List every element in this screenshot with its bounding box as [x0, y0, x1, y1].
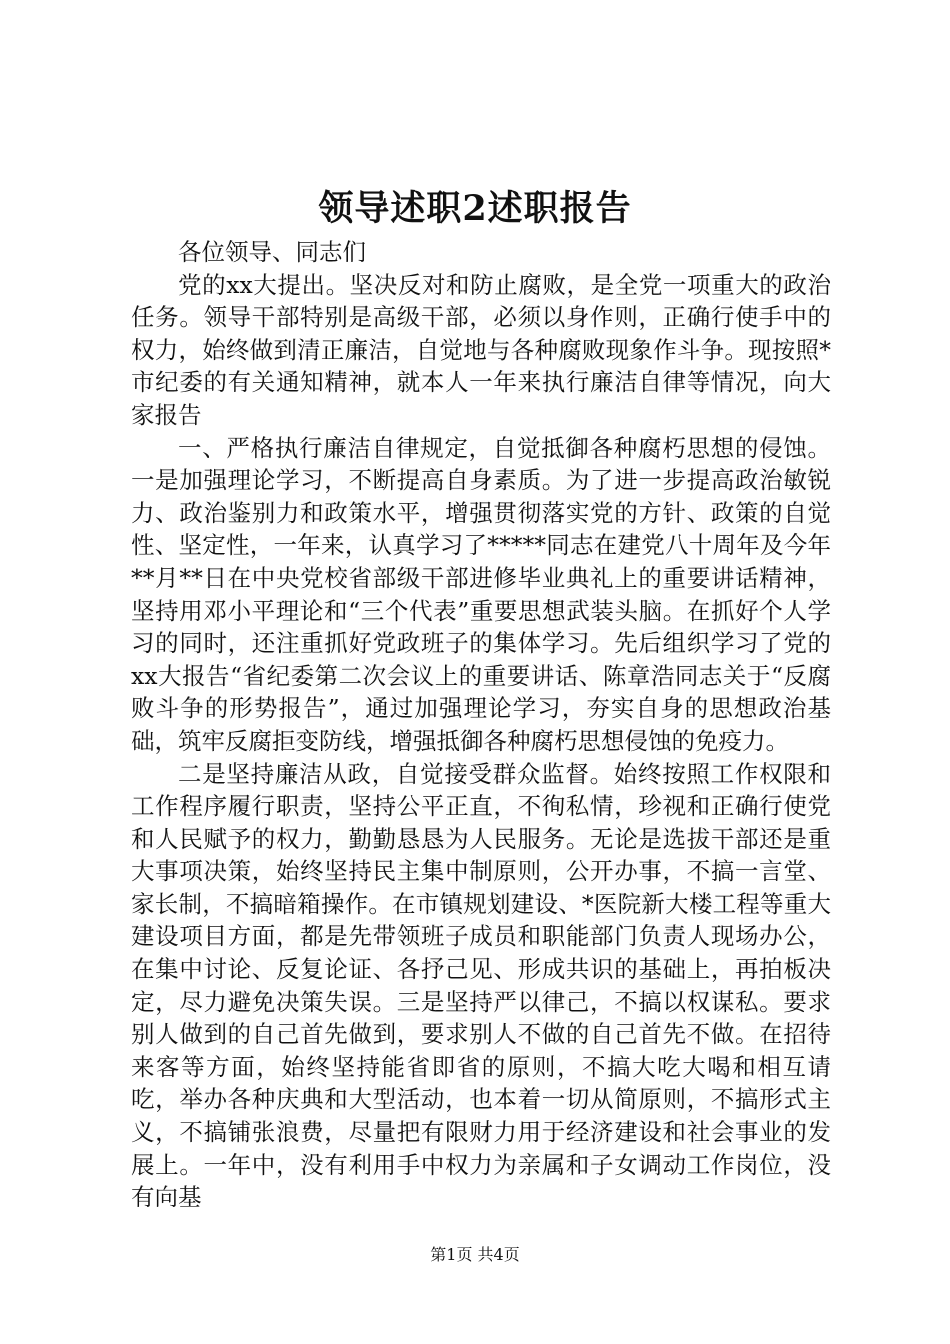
- greeting-line: 各位领导、同志们: [178, 238, 366, 266]
- paragraph-section-two: 二是坚持廉洁从政，自觉接受群众监督。始终按照工作权限和工作程序履行职责，坚持公平正直，不徇私情，珍视和正确行使党和人民赋予的权力，勤勤恳恳为人民服务。无论是选拔干部还是重大事项决策，始终坚持民主集中制原则，公开办事，不搞一言堂、家长制，不搞暗箱操作。在市镇规划建设、*医院新大楼工程等重大建设项目方面，都是先带领班子成员和职能部门负责人现场办公，在集中讨论、反复论证、各抒己见、形成共识的基础上，再拍板决定，尽力避免决策失误。三是坚持严以律己，不搞以权谋私。要求别人做到的自己首先做到，要求别人不做的自己首先不做。在招待来客等方面，始终坚持能省即省的原则，不搞大吃大喝和相互请吃，举办各种庆典和大型活动，也本着一切从简原则，不搞形式主义，不搞铺张浪费，尽量把有限财力用于经济建设和社会事业的发展上。一年中，没有利用手中权力为亲属和子女调动工作岗位，没有向基: [131, 759, 831, 1212]
- document-title: 领导述职2述职报告: [318, 188, 632, 229]
- document-body: [131, 236, 831, 1214]
- page-footer: 第1页 共4页: [430, 1245, 520, 1264]
- paragraph-section-one: 一、严格执行廉洁自律规定，自觉抵御各种腐朽思想的侵蚀。一是加强理论学习，不断提高自身素质。为了进一步提高政治敏锐力、政治鉴别力和政策水平，增强贯彻落实党的方针、政策的自觉性、坚定性，一年来，认真学习了*****同志在建党八十周年及今年**月**日在中央党校省部级干部进修毕业典礼上的重要讲话精神，坚持用邓小平理论和“三个代表”重要思想武装头脑。在抓好个人学习的同时，还注重抓好党政班子的集体学习。先后组织学习了党的xx大报告“省纪委第二次会议上的重要讲话、陈章浩同志关于“反腐败斗争的形势报告”，通过加强理论学习，夯实自身的思想政治基础，筑牢反腐拒变防线，增强抵御各种腐朽思想侵蚀的免疫力。: [131, 433, 831, 755]
- paragraph-intro: 党的xx大提出。坚决反对和防止腐败，是全党一项重大的政治任务。领导干部特别是高级干部，必须以身作则，正确行使手中的权力，始终做到清正廉洁，自觉地与各种腐败现象作斗争。现按照*市纪委的有关通知精神，就本人一年来执行廉洁自律等情况，向大家报告: [131, 270, 831, 429]
